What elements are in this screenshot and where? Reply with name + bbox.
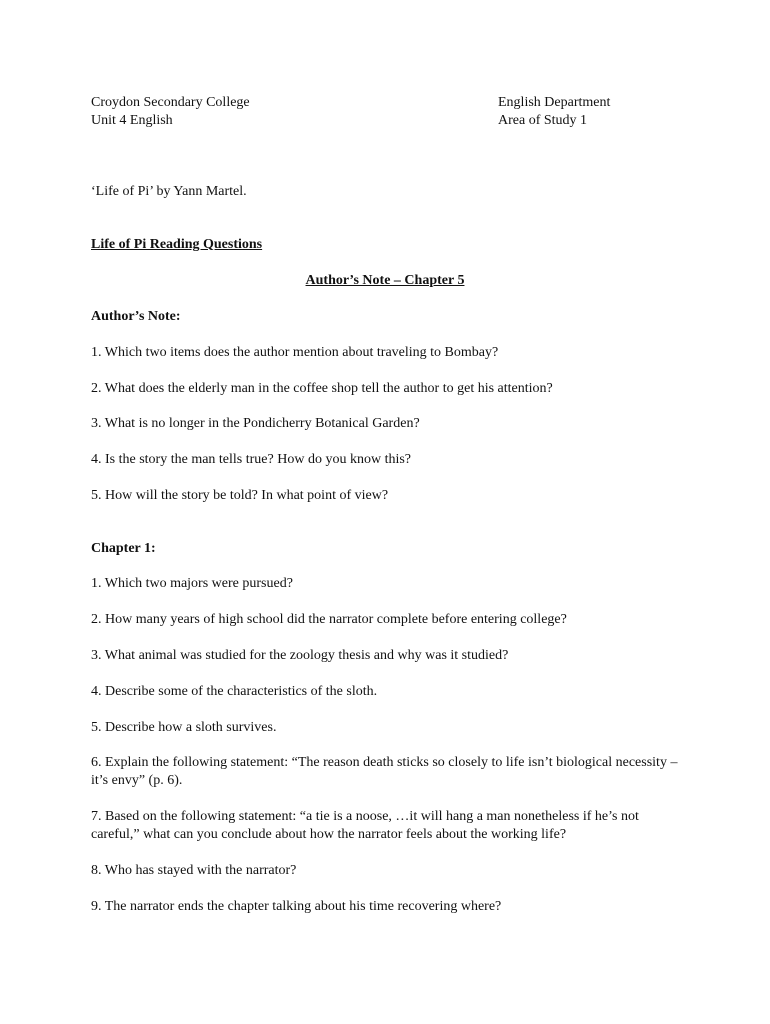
book-title: ‘Life of Pi’ by Yann Martel. bbox=[91, 184, 247, 199]
section-heading-authors-note: Author’s Note: bbox=[91, 309, 181, 324]
question-item: 4. Describe some of the characteristics of the sloth. bbox=[91, 684, 378, 699]
section-heading-chapter-1: Chapter 1: bbox=[91, 541, 156, 556]
area-of-study: Area of Study 1 bbox=[498, 113, 588, 128]
question-item: 2. How many years of high school did the narrator complete before entering college? bbox=[91, 612, 567, 627]
question-item: 5. How will the story be told? In what point of view? bbox=[91, 488, 389, 503]
question-item: 3. What is no longer in the Pondicherry Botanical Garden? bbox=[91, 416, 420, 431]
question-item: 5. Describe how a sloth survives. bbox=[91, 720, 277, 735]
question-item: 8. Who has stayed with the narrator? bbox=[91, 863, 297, 878]
question-item: 3. What animal was studied for the zoology thesis and why was it studied? bbox=[91, 648, 509, 663]
department-name: English Department bbox=[498, 95, 611, 110]
school-name: Croydon Secondary College bbox=[91, 95, 250, 110]
question-item: 2. What does the elderly man in the coffee shop tell the author to get his attention? bbox=[91, 381, 553, 396]
question-item: 1. Which two majors were pursued? bbox=[91, 576, 293, 591]
document-title: Life of Pi Reading Questions bbox=[91, 237, 263, 252]
question-item: 4. Is the story the man tells true? How do you know this? bbox=[91, 452, 412, 467]
question-item: 6. Explain the following statement: “The reason death sticks so closely to life isn’t biological necessity – it’s envy” (p. 6). bbox=[91, 755, 678, 788]
document-subtitle: Author’s Note – Chapter 5 bbox=[305, 273, 465, 288]
question-item: 1. Which two items does the author mention about traveling to Bombay? bbox=[91, 345, 499, 360]
header-right bbox=[498, 94, 610, 130]
question-item: 9. The narrator ends the chapter talking about his time recovering where? bbox=[91, 899, 502, 914]
question-item: 7. Based on the following statement: “a tie is a noose, …it will hang a man nonetheless if he’s not careful,” what can you conclude about how the narrator feels about the working life? bbox=[91, 809, 639, 842]
header-left bbox=[91, 94, 250, 130]
unit-name: Unit 4 English bbox=[91, 113, 173, 128]
